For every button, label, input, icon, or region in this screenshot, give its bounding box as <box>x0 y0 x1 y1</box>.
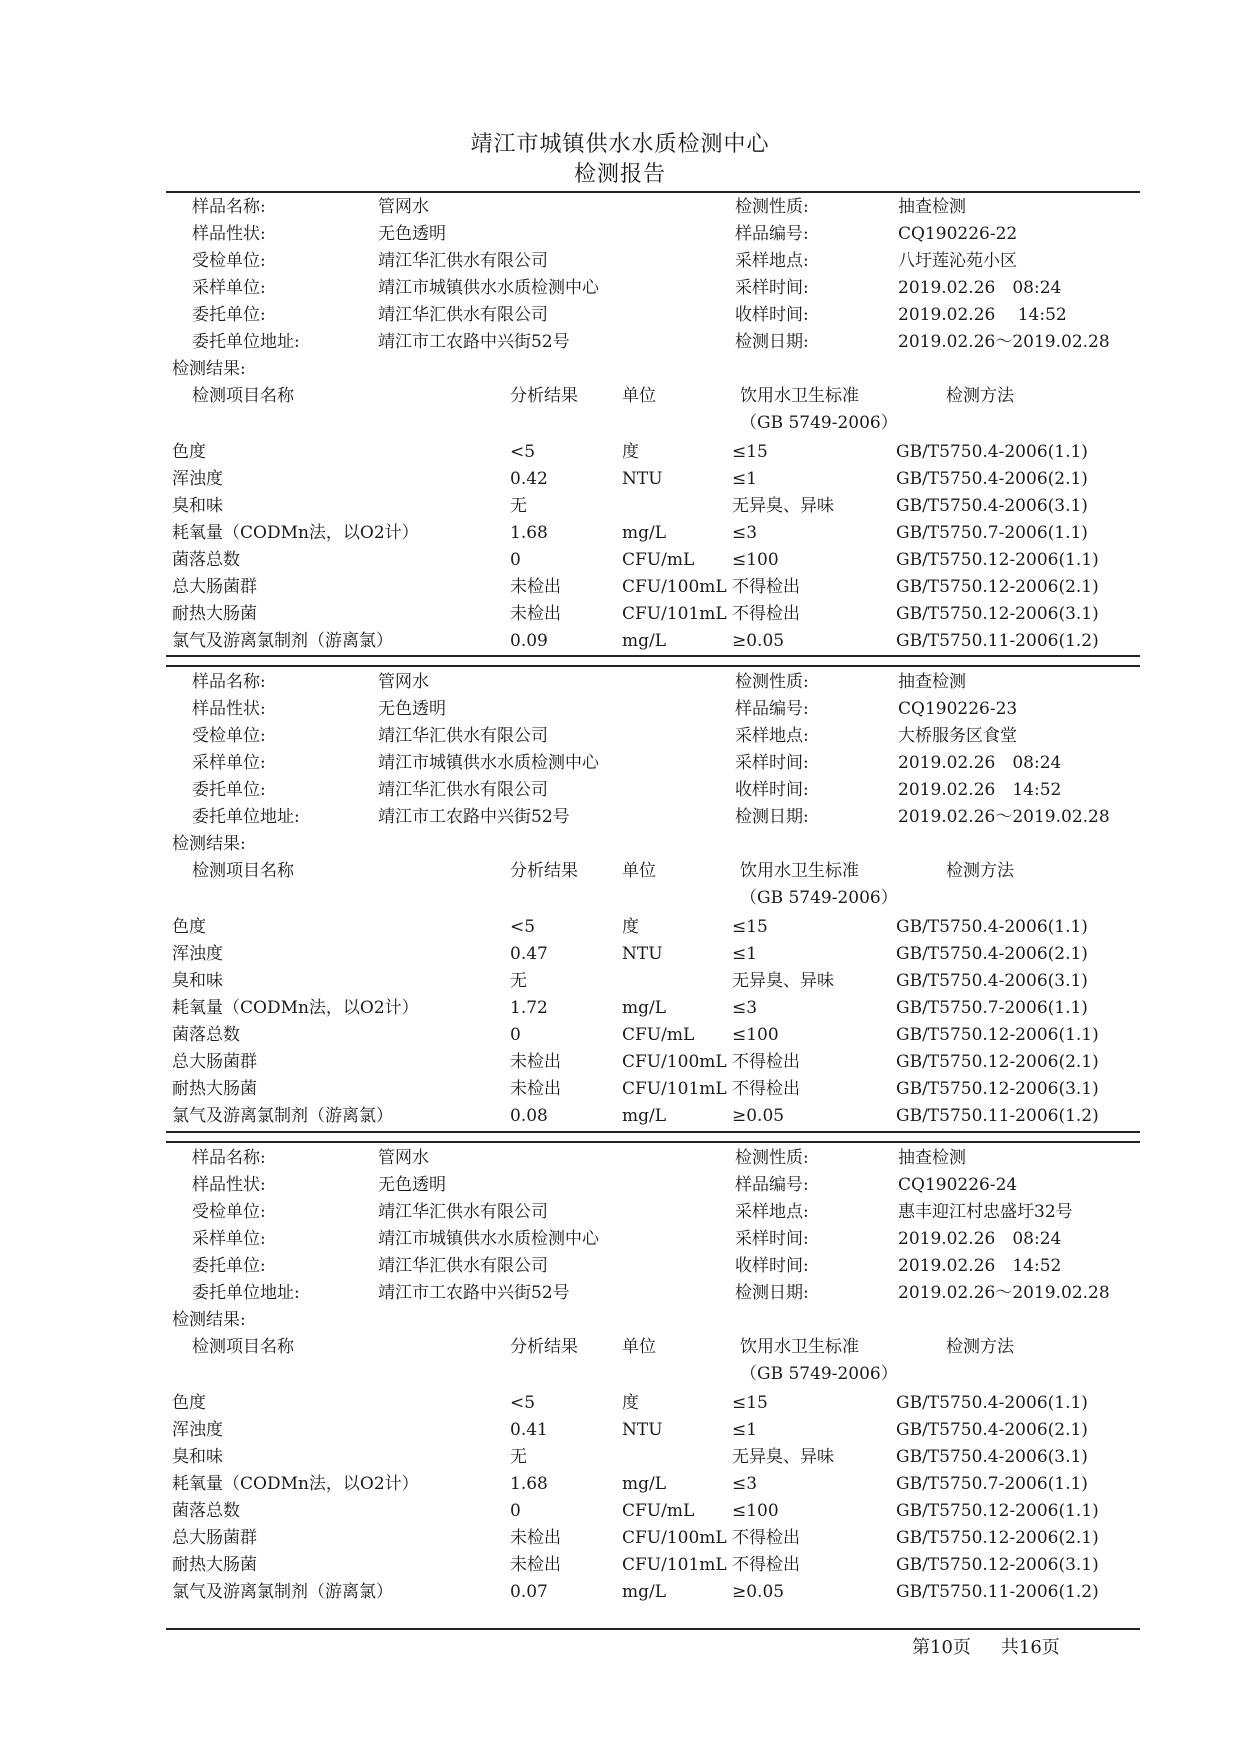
info-label: 样品性状: <box>192 1175 266 1195</box>
row-item-name: 臭和味 <box>172 496 223 516</box>
row-method: GB/T5750.4-2006(3.1) <box>896 496 1088 516</box>
info-right-label: 样品编号: <box>735 699 809 719</box>
row-method: GB/T5750.7-2006(1.1) <box>896 523 1088 543</box>
info-value: 靖江市工农路中兴街52号 <box>378 1283 570 1303</box>
info-right-value: 抽查检测 <box>898 1148 966 1168</box>
row-method: GB/T5750.11-2006(1.2) <box>896 631 1099 651</box>
column-header-result: 分析结果 <box>510 1337 578 1357</box>
row-item-name: 氯气及游离氯制剂（游离氯） <box>172 1582 393 1602</box>
row-item-name: 总大肠菌群 <box>172 1052 257 1072</box>
row-result: 未检出 <box>510 577 561 597</box>
info-label: 样品名称: <box>192 672 266 692</box>
row-method: GB/T5750.12-2006(3.1) <box>896 604 1099 624</box>
row-method: GB/T5750.4-2006(3.1) <box>896 1447 1088 1467</box>
row-unit: 度 <box>622 917 639 937</box>
column-header-item: 检测项目名称 <box>192 386 294 406</box>
row-standard: ≤100 <box>732 1501 779 1521</box>
row-standard: ≤1 <box>732 1420 758 1440</box>
row-standard: ≤100 <box>732 1025 779 1045</box>
info-label: 样品名称: <box>192 197 266 217</box>
row-result: 1.72 <box>510 998 548 1018</box>
row-item-name: 色度 <box>172 917 206 937</box>
info-label: 委托单位: <box>192 305 266 325</box>
info-value: 靖江市城镇供水水质检测中心 <box>378 1229 599 1249</box>
sample-section-2 <box>170 671 1140 1141</box>
sample-section-1 <box>170 196 1140 666</box>
info-value: 无色透明 <box>378 224 446 244</box>
row-result: 未检出 <box>510 1528 561 1548</box>
row-result: 0.09 <box>510 631 548 651</box>
row-standard: ≤3 <box>732 1474 758 1494</box>
info-value: 靖江市城镇供水水质检测中心 <box>378 753 599 773</box>
info-right-label: 收样时间: <box>735 780 809 800</box>
info-right-value: 2019.02.26 08:24 <box>898 753 1062 773</box>
row-result: <5 <box>510 1393 536 1413</box>
info-right-label: 采样地点: <box>735 251 809 271</box>
info-right-value: 2019.02.26 08:24 <box>898 1229 1062 1249</box>
row-item-name: 耗氧量（CODMn法，以O2计） <box>172 523 419 543</box>
row-method: GB/T5750.12-2006(3.1) <box>896 1079 1099 1099</box>
info-value: 管网水 <box>378 197 429 217</box>
row-standard: ≤3 <box>732 998 758 1018</box>
info-right-label: 样品编号: <box>735 1175 809 1195</box>
info-right-label: 采样时间: <box>735 753 809 773</box>
info-right-label: 采样时间: <box>735 278 809 298</box>
info-right-label: 检测日期: <box>735 332 809 352</box>
row-item-name: 臭和味 <box>172 971 223 991</box>
info-right-label: 检测性质: <box>735 197 809 217</box>
row-standard: 不得检出 <box>732 604 800 624</box>
info-label: 样品性状: <box>192 224 266 244</box>
info-right-value: CQ190226-24 <box>898 1175 1018 1195</box>
row-result: 未检出 <box>510 1079 561 1099</box>
page-total: 共16页 <box>1000 1637 1060 1658</box>
row-standard: 不得检出 <box>732 1555 800 1575</box>
row-result: 未检出 <box>510 1555 561 1575</box>
row-method: GB/T5750.12-2006(1.1) <box>896 550 1099 570</box>
row-unit: CFU/mL <box>622 550 695 570</box>
row-method: GB/T5750.12-2006(2.1) <box>896 1528 1099 1548</box>
row-standard: 不得检出 <box>732 1079 800 1099</box>
column-header-item: 检测项目名称 <box>192 861 294 881</box>
row-method: GB/T5750.12-2006(1.1) <box>896 1501 1099 1521</box>
bottom-rule <box>166 1628 1140 1630</box>
row-item-name: 总大肠菌群 <box>172 577 257 597</box>
info-right-value: 抽查检测 <box>898 672 966 692</box>
row-method: GB/T5750.4-2006(2.1) <box>896 469 1088 489</box>
row-item-name: 耐热大肠菌 <box>172 604 257 624</box>
info-value: 靖江华汇供水有限公司 <box>378 726 548 746</box>
info-right-label: 采样时间: <box>735 1229 809 1249</box>
row-method: GB/T5750.4-2006(1.1) <box>896 1393 1088 1413</box>
info-right-label: 检测日期: <box>735 807 809 827</box>
row-unit: mg/L <box>622 998 667 1018</box>
divider-2b <box>166 1141 1140 1143</box>
row-result: 0.42 <box>510 469 548 489</box>
row-item-name: 氯气及游离氯制剂（游离氯） <box>172 631 393 651</box>
info-value: 靖江市工农路中兴街52号 <box>378 807 570 827</box>
row-standard: ≤15 <box>732 442 768 462</box>
info-right-value: 2019.02.26 14:52 <box>898 305 1067 325</box>
row-unit: CFU/mL <box>622 1025 695 1045</box>
info-right-value: 2019.02.26～2019.02.28 <box>898 1283 1110 1303</box>
row-unit: mg/L <box>622 1474 667 1494</box>
divider-2a <box>166 1131 1140 1133</box>
info-right-value: 惠丰迎江村忠盛圩32号 <box>898 1202 1073 1222</box>
info-value: 靖江华汇供水有限公司 <box>378 1256 548 1276</box>
column-header-item: 检测项目名称 <box>192 1337 294 1357</box>
info-value: 管网水 <box>378 672 429 692</box>
row-standard: 无异臭、异味 <box>732 1447 834 1467</box>
row-unit: 度 <box>622 442 639 462</box>
row-result: 0 <box>510 550 521 570</box>
row-item-name: 臭和味 <box>172 1447 223 1467</box>
column-header-result: 分析结果 <box>510 386 578 406</box>
results-label: 检测结果: <box>172 1310 246 1330</box>
row-standard: 无异臭、异味 <box>732 971 834 991</box>
row-unit: NTU <box>622 469 663 489</box>
top-rule <box>166 191 1140 193</box>
row-unit: 度 <box>622 1393 639 1413</box>
row-method: GB/T5750.12-2006(3.1) <box>896 1555 1099 1575</box>
column-header-method: 检测方法 <box>946 386 1014 406</box>
row-standard: ≤15 <box>732 917 768 937</box>
column-header-unit: 单位 <box>622 1337 656 1357</box>
info-right-value: 八圩莲沁苑小区 <box>898 251 1017 271</box>
info-right-value: 2019.02.26 14:52 <box>898 1256 1062 1276</box>
info-value: 靖江华汇供水有限公司 <box>378 780 548 800</box>
info-value: 靖江华汇供水有限公司 <box>378 305 548 325</box>
column-header-method: 检测方法 <box>946 1337 1014 1357</box>
row-unit: mg/L <box>622 523 667 543</box>
info-right-label: 样品编号: <box>735 224 809 244</box>
sample-section-3 <box>170 1147 1140 1617</box>
row-result: 未检出 <box>510 1052 561 1072</box>
info-label: 采样单位: <box>192 753 266 773</box>
info-right-value: 大桥服务区食堂 <box>898 726 1017 746</box>
row-standard: ≤100 <box>732 550 779 570</box>
row-method: GB/T5750.4-2006(3.1) <box>896 971 1088 991</box>
info-label: 委托单位: <box>192 780 266 800</box>
info-value: 无色透明 <box>378 1175 446 1195</box>
row-standard: 无异臭、异味 <box>732 496 834 516</box>
info-value: 管网水 <box>378 1148 429 1168</box>
row-item-name: 色度 <box>172 1393 206 1413</box>
info-label: 采样单位: <box>192 1229 266 1249</box>
row-standard: ≥0.05 <box>732 1582 785 1602</box>
info-value: 靖江华汇供水有限公司 <box>378 1202 548 1222</box>
row-method: GB/T5750.4-2006(1.1) <box>896 917 1088 937</box>
row-standard: 不得检出 <box>732 1528 800 1548</box>
row-unit: CFU/101mL <box>622 1555 727 1575</box>
divider-1b <box>166 665 1140 667</box>
row-standard: ≤3 <box>732 523 758 543</box>
row-unit: CFU/101mL <box>622 604 727 624</box>
row-method: GB/T5750.11-2006(1.2) <box>896 1582 1099 1602</box>
row-item-name: 菌落总数 <box>172 1501 240 1521</box>
row-result: 1.68 <box>510 1474 548 1494</box>
row-method: GB/T5750.4-2006(1.1) <box>896 442 1088 462</box>
column-header-method: 检测方法 <box>946 861 1014 881</box>
row-method: GB/T5750.12-2006(1.1) <box>896 1025 1099 1045</box>
row-item-name: 耗氧量（CODMn法，以O2计） <box>172 998 419 1018</box>
row-result: 0 <box>510 1025 521 1045</box>
row-unit: CFU/100mL <box>622 577 727 597</box>
info-label: 委托单位: <box>192 1256 266 1276</box>
info-right-value: CQ190226-23 <box>898 699 1018 719</box>
info-label: 样品名称: <box>192 1148 266 1168</box>
row-result: <5 <box>510 917 536 937</box>
row-unit: mg/L <box>622 631 667 651</box>
row-standard: ≤15 <box>732 1393 768 1413</box>
results-label: 检测结果: <box>172 834 246 854</box>
info-label: 样品性状: <box>192 699 266 719</box>
row-method: GB/T5750.7-2006(1.1) <box>896 998 1088 1018</box>
row-result: 未检出 <box>510 604 561 624</box>
row-method: GB/T5750.12-2006(2.1) <box>896 577 1099 597</box>
info-label: 委托单位地址: <box>192 332 300 352</box>
column-header-standard: 饮用水卫生标准 <box>740 386 859 406</box>
info-right-label: 收样时间: <box>735 1256 809 1276</box>
results-label: 检测结果: <box>172 359 246 379</box>
row-item-name: 浑浊度 <box>172 1420 223 1440</box>
row-unit: CFU/mL <box>622 1501 695 1521</box>
row-item-name: 浑浊度 <box>172 944 223 964</box>
info-right-label: 采样地点: <box>735 1202 809 1222</box>
row-item-name: 色度 <box>172 442 206 462</box>
row-method: GB/T5750.12-2006(2.1) <box>896 1052 1099 1072</box>
row-result: 无 <box>510 971 527 991</box>
column-header-standard: 饮用水卫生标准 <box>740 861 859 881</box>
row-unit: CFU/100mL <box>622 1528 727 1548</box>
info-right-value: 2019.02.26～2019.02.28 <box>898 332 1110 352</box>
row-item-name: 耗氧量（CODMn法，以O2计） <box>172 1474 419 1494</box>
row-unit: CFU/100mL <box>622 1052 727 1072</box>
info-label: 受检单位: <box>192 726 266 746</box>
row-method: GB/T5750.4-2006(2.1) <box>896 1420 1088 1440</box>
row-unit: mg/L <box>622 1106 667 1126</box>
info-value: 无色透明 <box>378 699 446 719</box>
row-result: 1.68 <box>510 523 548 543</box>
info-right-label: 检测日期: <box>735 1283 809 1303</box>
info-right-label: 收样时间: <box>735 305 809 325</box>
info-right-value: 2019.02.26 14:52 <box>898 780 1062 800</box>
row-result: 无 <box>510 496 527 516</box>
row-result: 0.08 <box>510 1106 548 1126</box>
row-unit: NTU <box>622 944 663 964</box>
row-standard: ≤1 <box>732 469 758 489</box>
row-item-name: 氯气及游离氯制剂（游离氯） <box>172 1106 393 1126</box>
row-unit: mg/L <box>622 1582 667 1602</box>
row-item-name: 耐热大肠菌 <box>172 1079 257 1099</box>
row-method: GB/T5750.7-2006(1.1) <box>896 1474 1088 1494</box>
info-label: 受检单位: <box>192 251 266 271</box>
info-right-value: 2019.02.26 08:24 <box>898 278 1062 298</box>
row-item-name: 菌落总数 <box>172 550 240 570</box>
divider-1a <box>166 655 1140 657</box>
row-standard: 不得检出 <box>732 577 800 597</box>
row-unit: NTU <box>622 1420 663 1440</box>
column-header-result: 分析结果 <box>510 861 578 881</box>
row-method: GB/T5750.11-2006(1.2) <box>896 1106 1099 1126</box>
info-label: 受检单位: <box>192 1202 266 1222</box>
info-right-value: 2019.02.26～2019.02.28 <box>898 807 1110 827</box>
row-result: 0 <box>510 1501 521 1521</box>
row-method: GB/T5750.4-2006(2.1) <box>896 944 1088 964</box>
info-right-value: CQ190226-22 <box>898 224 1018 244</box>
row-result: 无 <box>510 1447 527 1467</box>
column-header-unit: 单位 <box>622 386 656 406</box>
row-standard: 不得检出 <box>732 1052 800 1072</box>
row-item-name: 耐热大肠菌 <box>172 1555 257 1575</box>
info-value: 靖江市城镇供水水质检测中心 <box>378 278 599 298</box>
row-standard: ≥0.05 <box>732 631 785 651</box>
info-right-value: 抽查检测 <box>898 197 966 217</box>
row-standard: ≥0.05 <box>732 1106 785 1126</box>
info-right-label: 检测性质: <box>735 1148 809 1168</box>
row-result: 0.47 <box>510 944 548 964</box>
info-value: 靖江市工农路中兴街52号 <box>378 332 570 352</box>
row-result: 0.41 <box>510 1420 548 1440</box>
page-footer <box>912 1636 1090 1660</box>
row-standard: ≤1 <box>732 944 758 964</box>
info-label: 采样单位: <box>192 278 266 298</box>
info-value: 靖江华汇供水有限公司 <box>378 251 548 271</box>
page-number: 第10页 <box>912 1637 971 1658</box>
row-result: <5 <box>510 442 536 462</box>
row-item-name: 总大肠菌群 <box>172 1528 257 1548</box>
column-header-standard: 饮用水卫生标准 <box>740 1337 859 1357</box>
report-title: 检测报告 <box>573 162 666 187</box>
row-unit: CFU/101mL <box>622 1079 727 1099</box>
column-header-standard-code: （GB 5749-2006） <box>740 413 898 433</box>
info-label: 委托单位地址: <box>192 1283 300 1303</box>
info-right-label: 采样地点: <box>735 726 809 746</box>
row-result: 0.07 <box>510 1582 548 1602</box>
column-header-standard-code: （GB 5749-2006） <box>740 888 898 908</box>
row-item-name: 浑浊度 <box>172 469 223 489</box>
report-organization: 靖江市城镇供水水质检测中心 <box>470 132 770 157</box>
info-label: 委托单位地址: <box>192 807 300 827</box>
row-item-name: 菌落总数 <box>172 1025 240 1045</box>
column-header-standard-code: （GB 5749-2006） <box>740 1364 898 1384</box>
column-header-unit: 单位 <box>622 861 656 881</box>
info-right-label: 检测性质: <box>735 672 809 692</box>
